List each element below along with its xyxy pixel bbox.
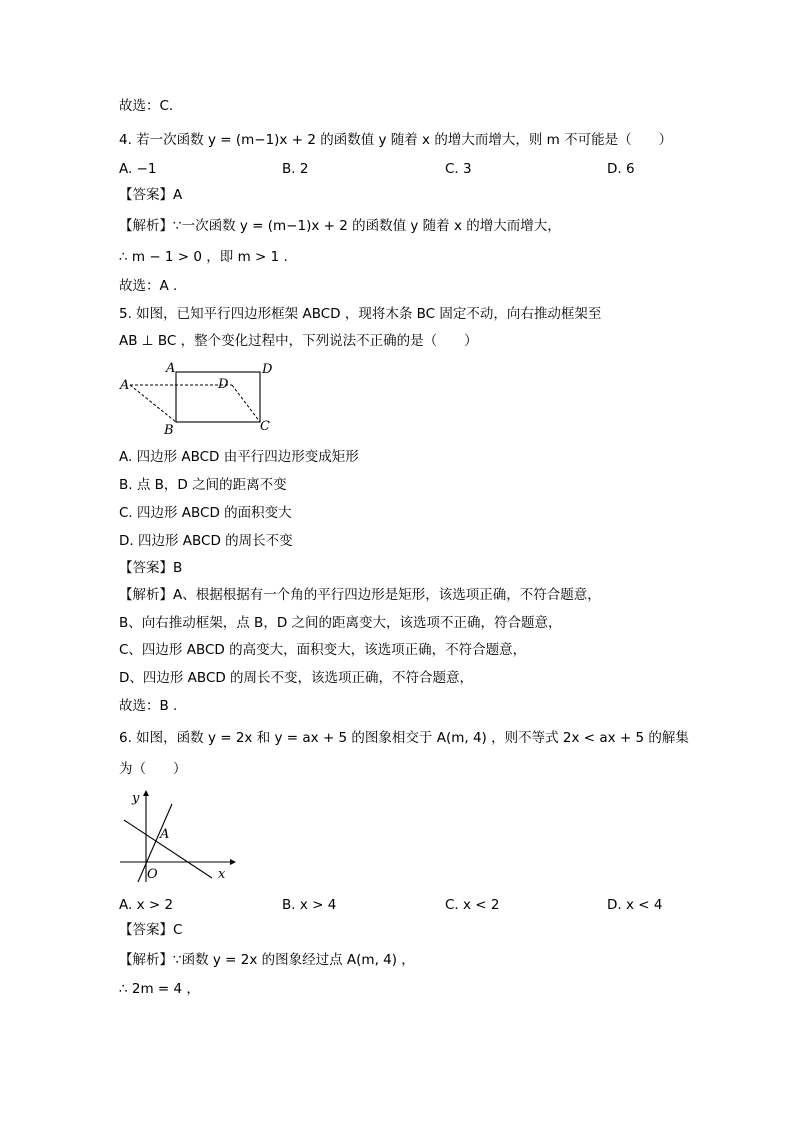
q4-explanation-2: ∴ m − 1 > 0 ，即 m > 1 . — [119, 249, 288, 265]
q5-explanation-1: 【解析】A、根据根据有一个角的平行四边形是矩形，该选项正确，不符合题意， — [119, 587, 601, 603]
q5-label-d-right: D — [262, 362, 273, 377]
q5-option-c: C. 四边形 ABCD 的面积变大 — [119, 505, 292, 521]
q5-option-a: A. 四边形 ABCD 由平行四边形变成矩形 — [119, 449, 359, 465]
q4-conclusion: 故选：A . — [119, 278, 178, 294]
q5-figure-parallelogram — [112, 358, 282, 438]
prev-answer-end: 故选：C. — [119, 98, 174, 114]
q6-label-y: y — [132, 791, 140, 806]
q6-option-c: C. x < 2 — [445, 897, 500, 913]
q5-explanation-4: D、四边形 ABCD 的周长不变，该选项正确，不符合题意， — [119, 670, 474, 686]
q5-answer: 【答案】B — [119, 560, 183, 576]
q5-dashed-left — [130, 385, 176, 422]
q6-stem-1: 6. 如图，函数 y = 2x 和 y = ax + 5 的图象相交于 A(m, 4) ，则不等式 2x < ax + 5 的解集 — [119, 730, 689, 746]
q5-explanation-2: B、向右推动框架，点 B，D 之间的距离变大，该选项不正确，符合题意， — [119, 615, 562, 631]
q5-option-d: D. 四边形 ABCD 的周长不变 — [119, 533, 293, 549]
q4-answer: 【答案】A — [119, 187, 183, 203]
q6-figure-graph — [112, 786, 242, 886]
q5-label-b: B — [164, 423, 174, 438]
q5-option-b: B. 点 B，D 之间的距离不变 — [119, 477, 287, 493]
q5-explanation-3: C、四边形 ABCD 的高变大，面积变大，该选项正确，不符合题意， — [119, 642, 527, 658]
q5-dashed-right — [232, 385, 260, 422]
q4-option-c: C. 3 — [445, 161, 472, 177]
q6-option-b: B. x > 4 — [282, 897, 337, 913]
q4-option-d: D. 6 — [607, 161, 635, 177]
q6-explanation-2: ∴ 2m = 4 ， — [119, 981, 200, 997]
q6-stem-2: 为（ ） — [119, 761, 187, 777]
q6-label-x: x — [218, 867, 226, 882]
q6-answer: 【答案】C — [119, 922, 183, 938]
q4-explanation-1: 【解析】∵一次函数 y = (m−1)x + 2 的函数值 y 随着 x 的增大而增大， — [119, 218, 561, 234]
q6-label-o: O — [147, 867, 158, 882]
q6-y-arrow — [143, 790, 149, 796]
q4-option-b: B. 2 — [282, 161, 309, 177]
q6-x-arrow — [230, 859, 236, 865]
q5-label-d-mid: D — [218, 377, 229, 392]
q6-label-a: A — [160, 827, 170, 842]
q6-option-d: D. x < 4 — [607, 897, 663, 913]
q4-stem: 4. 若一次函数 y = (m−1)x + 2 的函数值 y 随着 x 的增大而增大，则 m 不可能是（ ） — [119, 132, 673, 148]
q5-stem-1: 5. 如图，已知平行四边形框架 ABCD ，现将木条 BC 固定不动，向右推动框架至 — [119, 306, 602, 322]
q5-stem-2: AB ⊥ BC ，整个变化过程中，下列说法不正确的是（ ） — [119, 333, 478, 349]
q5-label-a-top: A — [166, 361, 176, 376]
q5-conclusion: 故选：B . — [119, 698, 178, 714]
q5-label-c: C — [260, 419, 270, 434]
q6-explanation-1: 【解析】∵函数 y = 2x 的图象经过点 A(m, 4) ， — [119, 952, 415, 968]
q5-label-a-left: A — [120, 378, 130, 393]
q6-option-a: A. x > 2 — [119, 897, 174, 913]
q4-option-a: A. −1 — [119, 161, 157, 177]
